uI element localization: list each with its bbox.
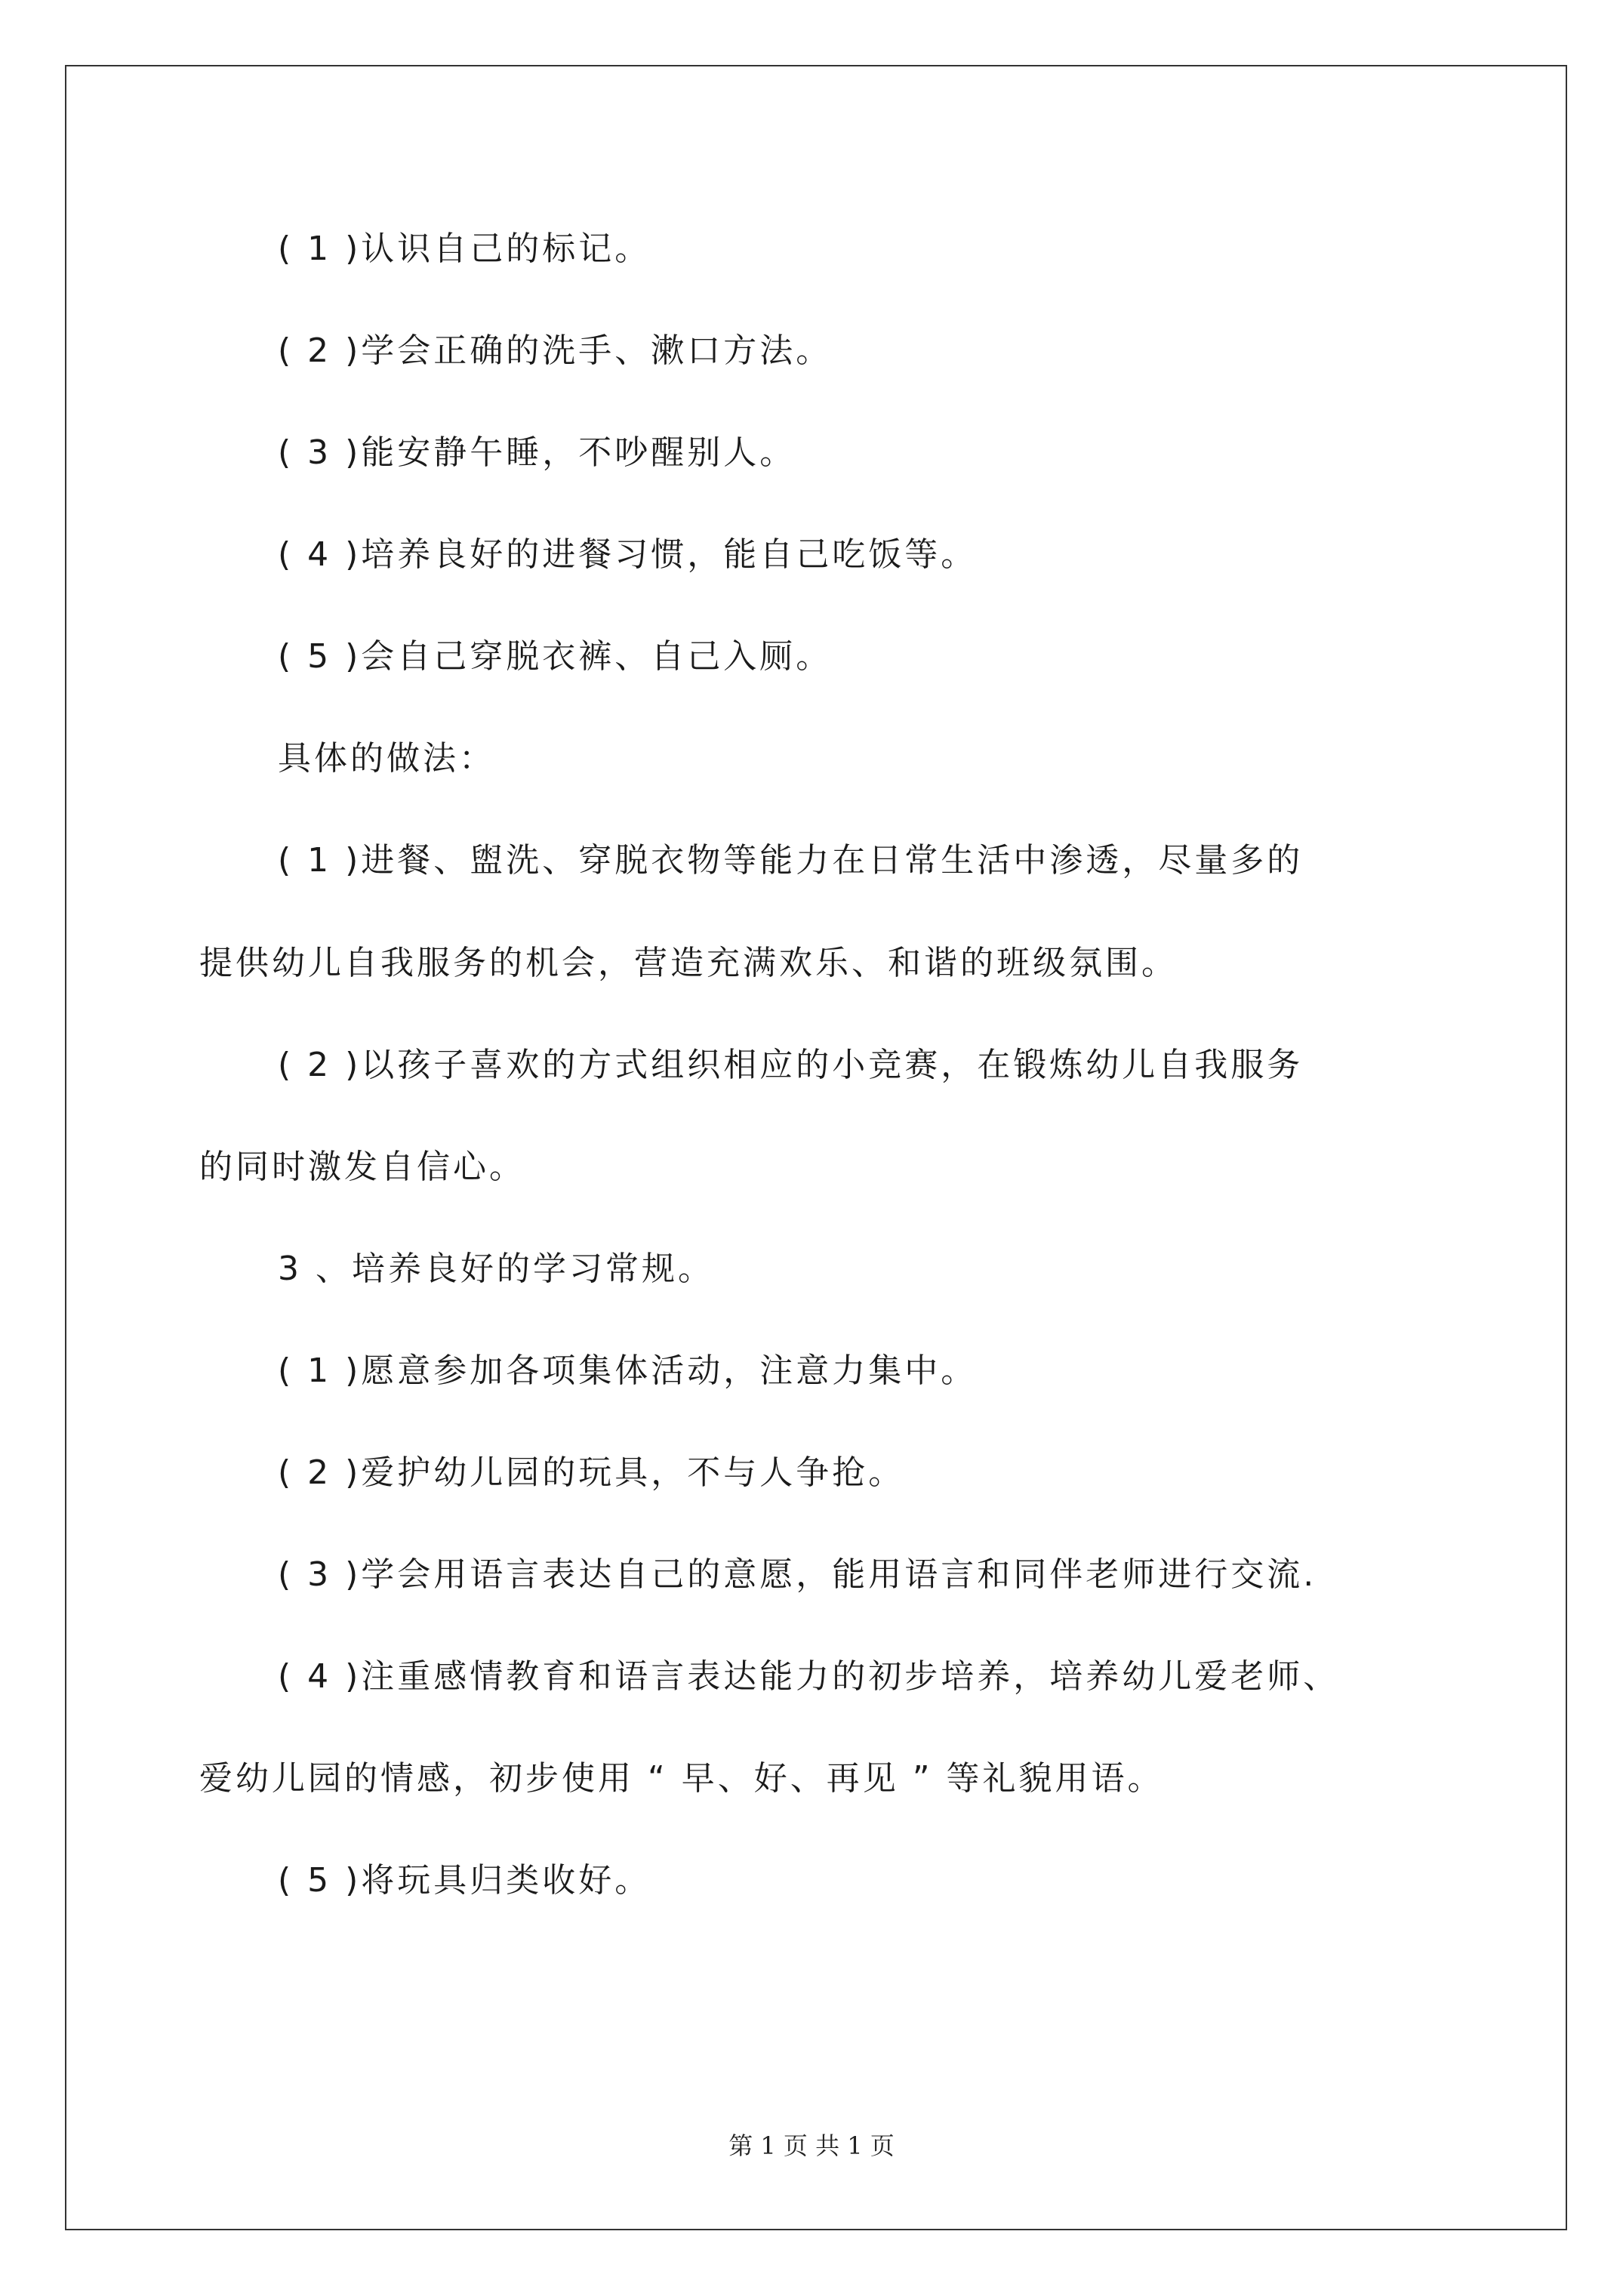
page-number-footer: 第 1 页 共 1 页: [728, 2131, 895, 2160]
section-heading: 3 、培养良好的学习常规。: [278, 1250, 714, 1288]
text-line: ( 3 )学会用语言表达自己的意愿，能用语言和同伴老师进行交流.: [278, 1555, 1317, 1594]
text-line: 的同时激发自信心。: [199, 1148, 525, 1186]
text-line: ( 1 )愿意参加各项集体活动，注意力集中。: [278, 1351, 978, 1390]
text-line: 具体的做法：: [278, 739, 495, 778]
text-line: ( 1 )认识自己的标记。: [278, 230, 651, 268]
text-line: ( 2 )爱护幼儿园的玩具，不与人争抢。: [278, 1453, 905, 1492]
text-line: 爱幼儿园的情感，初步使用 “ 早、好、再见 ” 等礼貌用语。: [199, 1759, 1164, 1798]
text-line: ( 2 )学会正确的洗手、漱口方法。: [278, 331, 833, 370]
text-line: ( 5 )会自己穿脱衣裤、自己入厕。: [278, 637, 833, 676]
text-line: ( 3 )能安静午睡，不吵醒别人。: [278, 433, 796, 472]
text-line: ( 4 )培养良好的进餐习惯，能自己吃饭等。: [278, 535, 978, 574]
text-line: 提供幼儿自我服务的机会，营造充满欢乐、和谐的班级氛围。: [199, 944, 1178, 982]
text-line: ( 1 )进餐、盥洗、穿脱衣物等能力在日常生活中渗透，尽量多的: [278, 841, 1304, 880]
text-line: ( 5 )将玩具归类收好。: [278, 1861, 651, 1900]
text-line: ( 4 )注重感情教育和语言表达能力的初步培养，培养幼儿爱老师、: [278, 1657, 1340, 1696]
text-line: ( 2 )以孩子喜欢的方式组织相应的小竞赛，在锻炼幼儿自我服务: [278, 1046, 1304, 1084]
